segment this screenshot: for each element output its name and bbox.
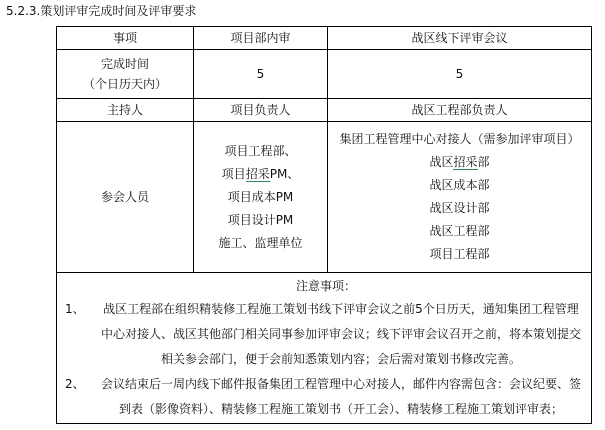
note-line: 中心对接人、战区其他部门相关同事参加评审会议；线下评审会议召开之前，将本策划提交 [100,326,581,341]
table-row-completion-time [57,50,592,99]
review-requirements-table [56,26,592,424]
note-line: 到表（影像资料）、精装修工程施工策划书（开工会）、精装修工程施工策划评审表； [118,401,563,416]
note-line: 战区工程部在组织精装修工程施工策划书线下评审会议之前5个日历天，通知集团工程管理 [103,301,579,316]
attendees-internal-list [218,140,302,255]
host-internal: 项目负责人 [194,99,328,122]
attendees-offline-list [328,128,591,266]
header-internal-review: 项目部内审 [194,27,328,50]
table-row-notes [57,273,592,424]
list-item: 项目招采PM、 [221,166,300,181]
attendees-internal [194,122,328,273]
section-heading: 5.2.3.策划评审完成时间及评审要求 [6,4,197,18]
header-item: 事项 [57,27,194,50]
underlined-text: 招采 [245,166,270,181]
attendees-label: 参会人员 [57,122,194,273]
header-offline-review: 战区线下评审会议 [328,27,592,50]
list-item: 战区招采部 [429,155,490,169]
note-line: 会议结束后一周内线下邮件报备集团工程管理中心对接人，邮件内容需包含：会议纪要、签 [100,376,581,391]
list-item: 项目工程部、 [224,143,297,158]
completion-time-internal: 5 [194,50,328,99]
note-item-1 [57,297,591,372]
completion-time-label [57,50,194,99]
table-header-row [57,27,592,50]
host-offline: 战区工程部负责人 [328,99,592,122]
completion-time-label-line2: （个日历天内） [82,77,167,91]
list-item: 项目工程部 [429,247,490,261]
list-item: 施工、监理单位 [218,235,303,250]
note-line: 相关参会部门，便于会前知悉策划内容；会后需对策划书修改完善。 [160,351,521,366]
list-item: 战区工程部 [429,224,490,238]
completion-time-label-line1: 完成时间 [100,57,149,71]
note-item-2 [57,372,591,422]
host-label: 主持人 [57,99,194,122]
list-item: 项目成本PM [227,189,294,204]
table-row-host [57,99,592,122]
list-item: 战区成本部 [429,178,490,192]
list-item: 项目设计PM [227,212,294,227]
underlined-text: 招采 [453,155,478,169]
note-number: 1、 [65,301,85,316]
table-row-attendees [57,122,592,273]
note-number: 2、 [65,376,85,391]
completion-time-offline: 5 [328,50,592,99]
notes-cell [57,273,592,424]
attendees-offline [328,122,592,273]
list-item: 集团工程管理中心对接人（需参加评审项目） [339,132,580,146]
list-item: 战区设计部 [429,201,490,215]
notes-title: 注意事项： [295,278,356,293]
